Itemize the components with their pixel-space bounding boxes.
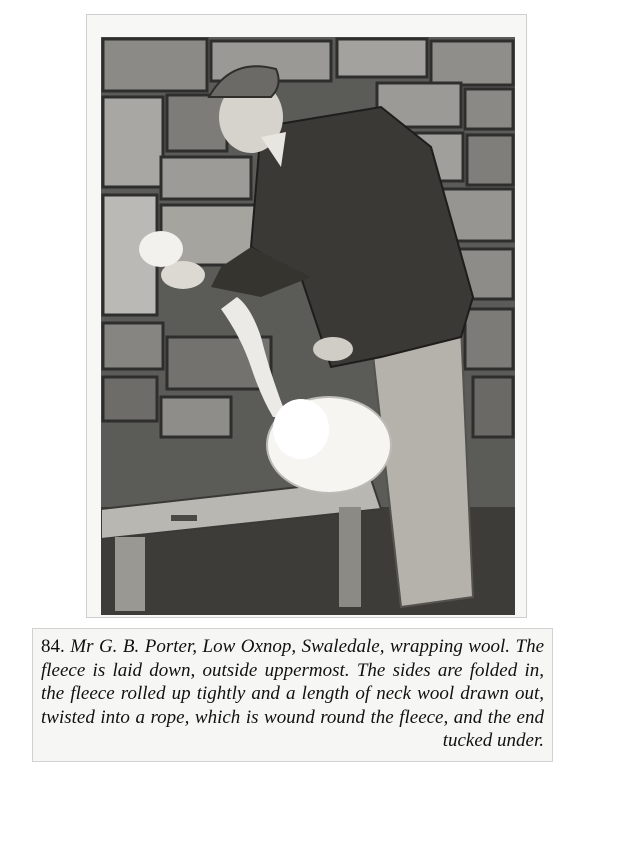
caption-clipping: [32, 628, 553, 762]
photo-clipping: [86, 14, 527, 618]
photo-illustration: [101, 37, 515, 615]
caption: [41, 635, 544, 753]
photograph: [101, 37, 515, 615]
caption-text: Mr G. B. Porter, Low Oxnop, Swaledale, wrapping wool. The fleece is laid down, outside uppermost. The sides are folded in, the fleece rolled up tightly and a length of neck wool drawn out, twisted into a rope, which is wound round the fleece, and the end tucked under.: [41, 636, 545, 751]
caption-number: 84.: [41, 636, 65, 657]
